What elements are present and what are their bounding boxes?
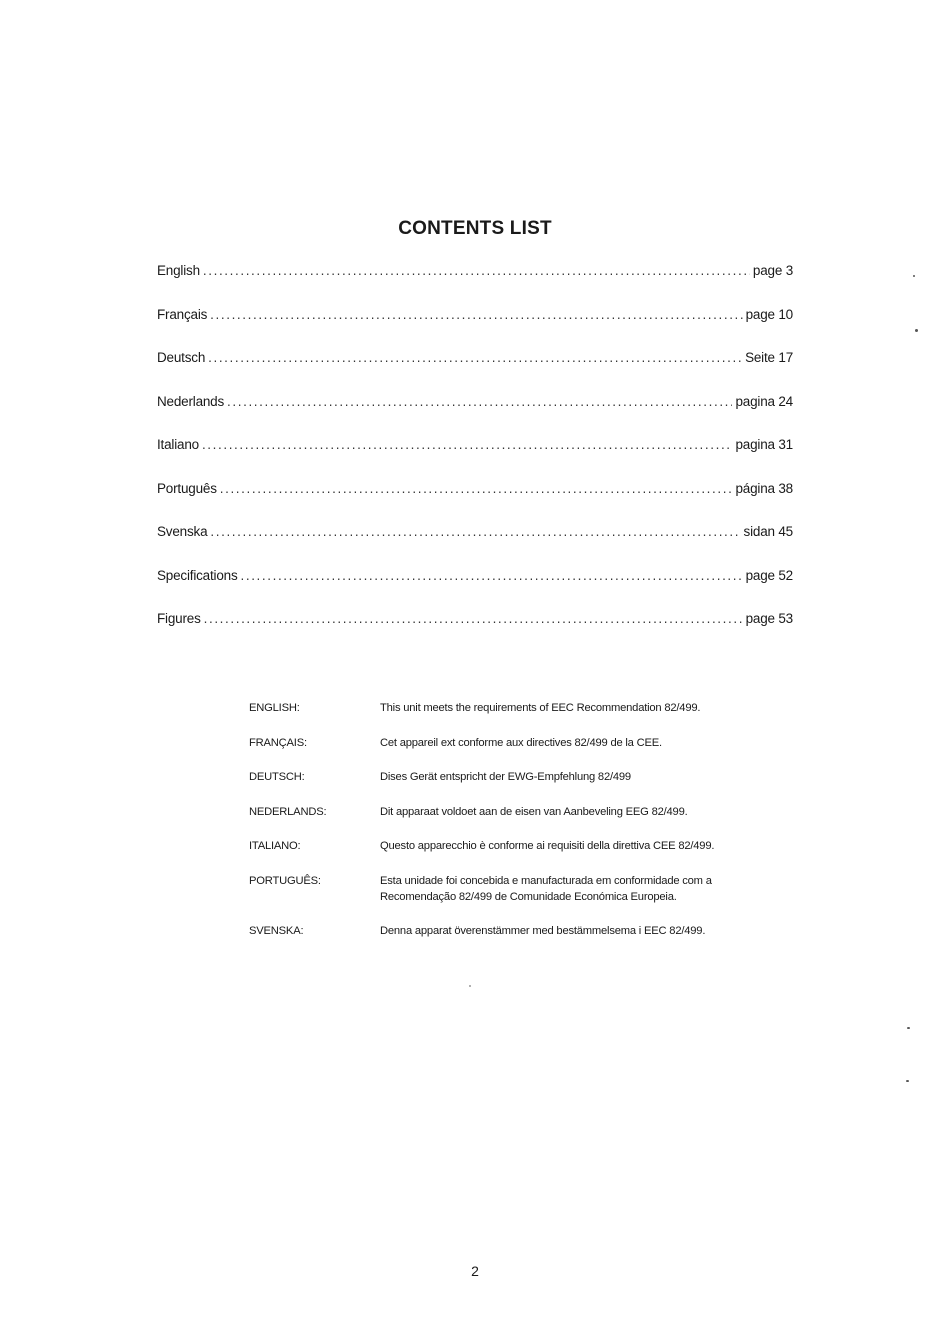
toc-label: Figures [157, 611, 201, 626]
compliance-row-portugues [249, 873, 769, 905]
toc-leader-dots [227, 394, 732, 409]
compliance-text: This unit meets the requirements of EEC Recommendation 82/499. [380, 702, 701, 714]
toc-label: Italiano [157, 437, 199, 452]
compliance-row-english [249, 700, 769, 716]
toc-label: Deutsch [157, 350, 206, 365]
toc-label: English [157, 263, 200, 278]
scan-speck [469, 985, 471, 987]
compliance-language: ENGLISH: [249, 702, 300, 714]
toc-label: Specifications [157, 567, 238, 583]
compliance-row-nederlands [249, 804, 769, 820]
toc-label: Nederlands [157, 393, 225, 409]
toc-entry-deutsch [157, 350, 793, 394]
toc-leader-dots [241, 568, 743, 583]
page-title: CONTENTS LIST [398, 218, 552, 239]
compliance-language: ITALIANO: [249, 840, 301, 852]
toc-page-ref: page 3 [752, 263, 793, 278]
toc-entry-specifications [157, 568, 793, 612]
compliance-text: Questo apparecchio è conforme ai requisiti della direttiva CEE 82/499. [380, 840, 715, 852]
scan-speck [915, 329, 918, 332]
compliance-language: SVENSKA: [249, 925, 304, 937]
compliance-row-francais [249, 735, 769, 751]
toc-label: Svenska [157, 524, 208, 539]
toc-label: Português [157, 480, 217, 496]
compliance-text: Esta unidade foi concebida e manufacturada em conformidade com a Recomendação 82/499 de Comunidade Económica Europeia. [380, 874, 712, 903]
toc-leader-dots [210, 524, 740, 539]
compliance-language: NEDERLANDS: [249, 805, 327, 818]
toc-entry-nederlands [157, 394, 793, 438]
compliance-text: Denna apparat överenstämmer med bestämmelsema i EEC 82/499. [380, 925, 706, 937]
compliance-row-italiano [249, 838, 769, 854]
toc-page-ref: page 53 [745, 611, 793, 626]
toc-entry-figures [157, 611, 793, 655]
compliance-language: FRANÇAIS: [249, 736, 307, 749]
toc-leader-dots [203, 263, 750, 278]
contents-list [157, 263, 793, 655]
compliance-text: Dit apparaat voldoet aan de eisen van Aanbeveling EEG 82/499. [380, 805, 688, 818]
toc-entry-francais [157, 307, 793, 351]
toc-entry-italiano [157, 437, 793, 481]
eec-compliance-statements [249, 700, 769, 958]
compliance-row-deutsch [249, 769, 769, 785]
toc-label: Français [157, 306, 208, 322]
toc-entry-portugues [157, 481, 793, 525]
toc-leader-dots [220, 481, 733, 496]
toc-page-ref: página 38 [735, 480, 793, 496]
compliance-language: PORTUGUÊS: [249, 874, 321, 887]
compliance-language: DEUTSCH: [249, 771, 305, 783]
toc-page-ref: pagina 24 [735, 393, 793, 409]
page-number: 2 [471, 1263, 479, 1279]
toc-leader-dots [208, 350, 742, 365]
toc-page-ref: sidan 45 [743, 524, 793, 539]
scan-speck [906, 1080, 909, 1082]
compliance-text: Cet appareil ext conforme aux directives 82/499 de la CEE. [380, 736, 662, 749]
toc-entry-svenska [157, 524, 793, 568]
scan-speck [907, 1027, 910, 1029]
toc-leader-dots [202, 437, 733, 452]
toc-page-ref: page 10 [745, 306, 793, 322]
compliance-row-svenska [249, 923, 769, 939]
toc-page-ref: Seite 17 [745, 350, 793, 365]
toc-leader-dots [204, 611, 743, 626]
toc-leader-dots [210, 307, 742, 322]
toc-entry-english [157, 263, 793, 307]
toc-page-ref: pagina 31 [735, 437, 793, 452]
toc-page-ref: page 52 [745, 567, 793, 583]
compliance-text: Dises Gerät entspricht der EWG-Empfehlung 82/499 [380, 771, 631, 783]
scan-speck [913, 275, 915, 277]
